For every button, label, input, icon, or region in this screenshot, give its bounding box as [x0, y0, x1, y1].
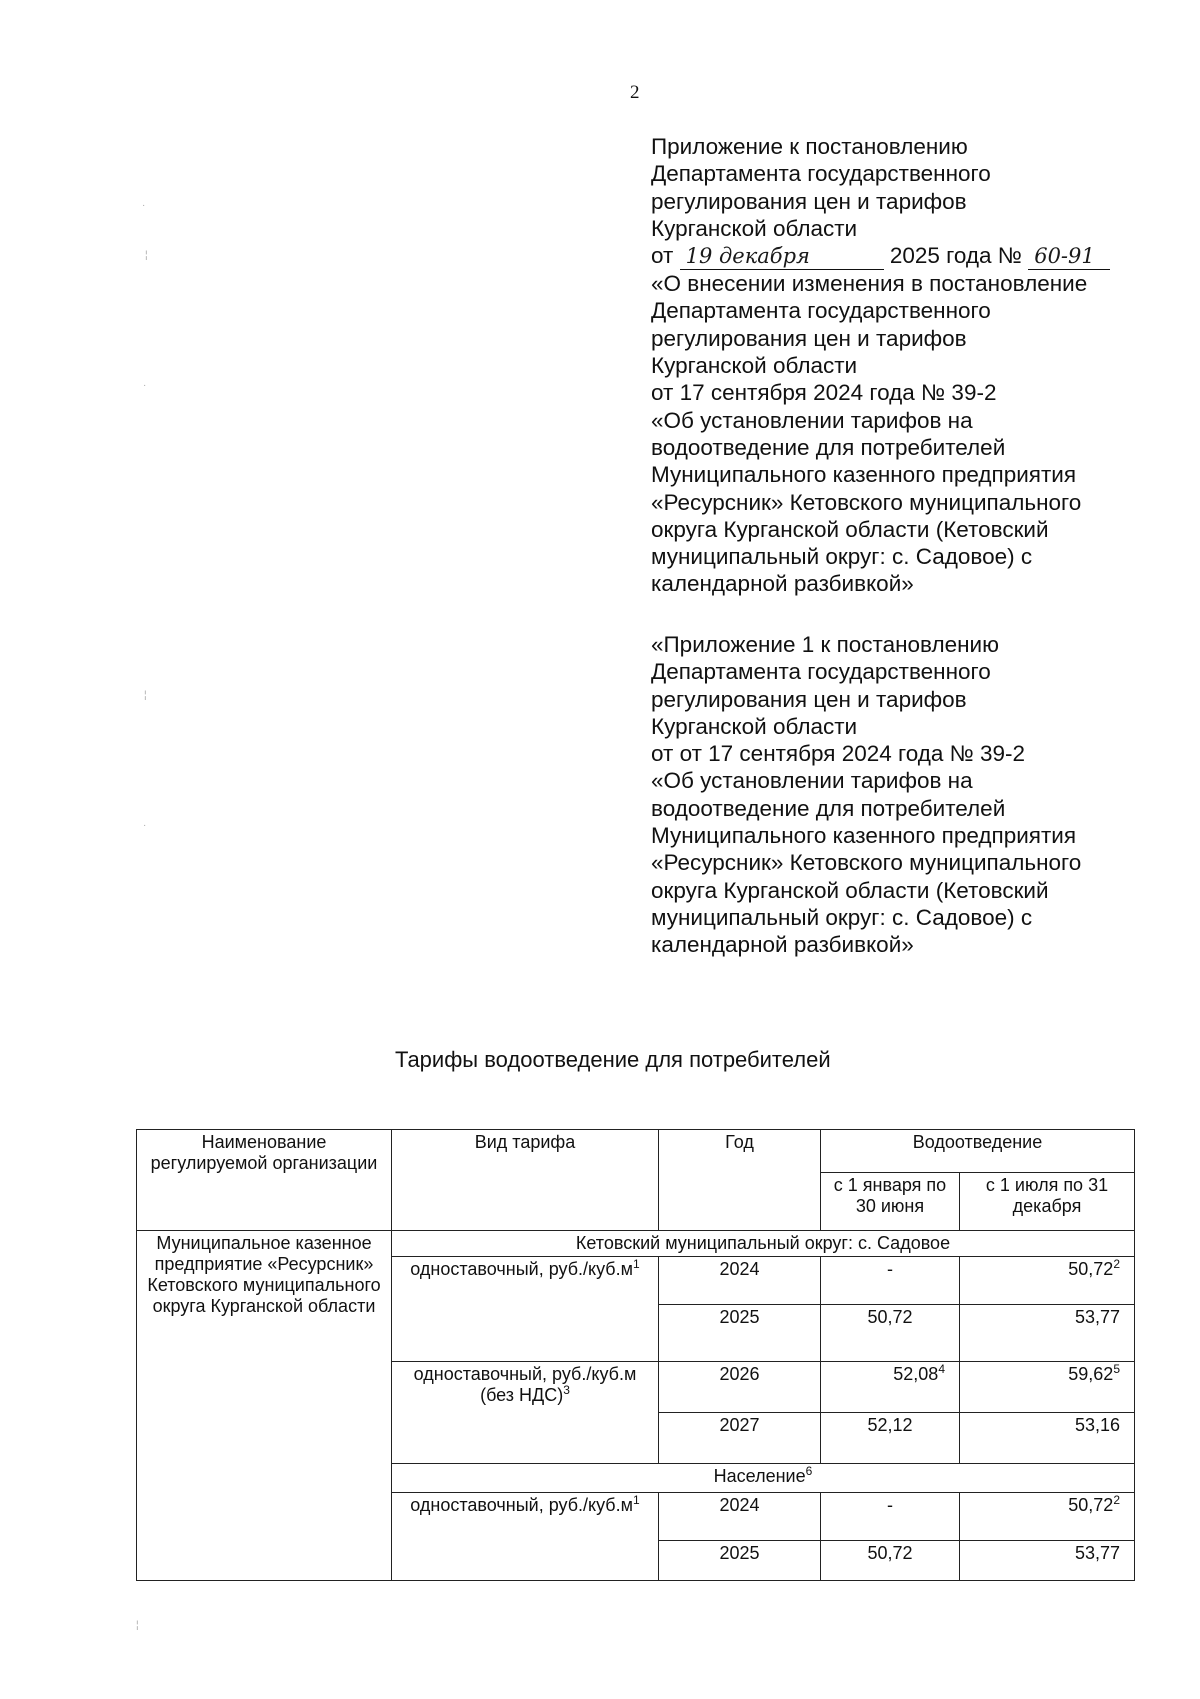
appendix-header-line: Департамента государственного — [651, 161, 991, 187]
section-1-heading: Кетовский муниципальный округ: с. Садовое — [392, 1231, 1135, 1257]
footnote-mark: 2 — [1113, 1257, 1120, 1271]
header-row — [137, 1130, 1135, 1173]
appendix-quote-line: «Об установлении тарифов на — [651, 768, 973, 794]
header-service: Водоотведение — [821, 1130, 1135, 1173]
handwritten-date: 19 декабря — [680, 245, 884, 270]
footnote-mark: 1 — [633, 1257, 640, 1271]
appendix-header-line: Муниципального казенного предприятия — [651, 462, 1077, 488]
appendix-quote-line: муниципальный округ: с. Садовое) с — [651, 904, 1033, 930]
value-text: 52,08 — [893, 1364, 939, 1384]
appendix-header-line: Курганской области — [651, 215, 858, 241]
period-2-value — [960, 1493, 1135, 1541]
period-2-value: 53,77 — [960, 1541, 1135, 1581]
section-row — [137, 1231, 1135, 1257]
appendix-header-line: регулирования цен и тарифов — [651, 325, 967, 351]
year-text: 2025 года № — [889, 243, 1022, 269]
appendix-quote-line: водоотведение для потребителей — [651, 795, 1006, 821]
appendix-header-line: регулирования цен и тарифов — [651, 188, 967, 214]
appendix-header-line: Курганской области — [651, 353, 858, 379]
appendix-header-line: «Ресурсник» Кетовского муниципального — [651, 489, 1082, 515]
appendix-quote-line: «Приложение 1 к постановлению — [651, 632, 999, 657]
period-2-value: 53,77 — [960, 1305, 1135, 1362]
year-cell: 2027 — [659, 1413, 821, 1464]
appendix-header-line: округа Курганской области (Кетовский — [651, 516, 1049, 542]
year-cell: 2026 — [659, 1362, 821, 1413]
year-cell: 2024 — [659, 1493, 821, 1541]
footnote-mark: 4 — [938, 1362, 945, 1376]
scan-speck: ¦ — [136, 1620, 139, 1631]
footnote-mark: 6 — [805, 1464, 813, 1478]
period-1-value: - — [821, 1493, 960, 1541]
scan-speck: · — [143, 380, 147, 391]
appendix-quote — [651, 631, 1151, 959]
appendix-quote-line: Муниципального казенного предприятия — [651, 823, 1077, 849]
year-cell: 2025 — [659, 1541, 821, 1581]
page-number: 2 — [630, 82, 640, 103]
appendix-header-line: календарной разбивкой» — [651, 571, 914, 597]
header-period-1: с 1 января по 30 июня — [821, 1173, 960, 1231]
table-title: Тарифы водоотведение для потребителей — [395, 1047, 831, 1072]
appendix-header — [651, 133, 1151, 598]
header-year: Год — [659, 1130, 821, 1231]
value-text: 50,72 — [1068, 1259, 1114, 1279]
appendix-header-line: водоотведение для потребителей — [651, 434, 1006, 460]
decree-date-line — [651, 242, 1151, 270]
year-cell: 2024 — [659, 1257, 821, 1305]
appendix-header-line: Приложение к постановлению — [651, 134, 968, 159]
footnote-mark: 5 — [1113, 1362, 1120, 1376]
scan-speck: · — [142, 200, 146, 211]
appendix-header-line: «Об установлении тарифов на — [651, 407, 973, 433]
appendix-quote-line: Департамента государственного — [651, 659, 991, 685]
appendix-quote-line: от от 17 сентября 2024 года № 39-2 — [651, 741, 1026, 767]
header-period-2: с 1 июля по 31 декабря — [960, 1173, 1135, 1231]
scan-speck: ¦ — [144, 690, 147, 701]
tariff-type-cell — [392, 1362, 659, 1464]
value-text: 59,62 — [1068, 1364, 1114, 1384]
appendix-header-line: муниципальный округ: с. Садовое) с — [651, 544, 1033, 570]
section-2-heading — [392, 1464, 1135, 1493]
appendix-quote-line: Курганской области — [651, 713, 858, 739]
tariff-type-text: одноставочный, руб./куб.м (без НДС) — [413, 1364, 637, 1405]
appendix-quote-line: «Ресурсник» Кетовского муниципального — [651, 850, 1082, 876]
period-1-value: 52,12 — [821, 1413, 960, 1464]
organization-cell: Муниципальное казенное предприятие «Ресурсник» Кетовского муниципального округа Курганской области — [137, 1231, 392, 1581]
tariff-table — [136, 1129, 1135, 1581]
footnote-mark: 3 — [563, 1383, 570, 1397]
scan-speck: ¦ — [145, 250, 148, 261]
tariff-type-text: одноставочный, руб./куб.м — [410, 1495, 633, 1515]
date-prefix: от — [651, 243, 674, 269]
scan-speck: · — [143, 820, 147, 831]
handwritten-number: 60-91 — [1028, 245, 1110, 270]
appendix-header-line: «О внесении изменения в постановление — [651, 271, 1088, 297]
period-2-value: 53,16 — [960, 1413, 1135, 1464]
appendix-header-line: от 17 сентября 2024 года № 39-2 — [651, 380, 997, 406]
footnote-mark: 1 — [633, 1493, 640, 1507]
tariff-type-text: одноставочный, руб./куб.м — [410, 1259, 633, 1279]
period-1-value: - — [821, 1257, 960, 1305]
period-2-value — [960, 1362, 1135, 1413]
section-2-text: Население — [713, 1466, 806, 1486]
period-1-value: 50,72 — [821, 1305, 960, 1362]
appendix-quote-line: округа Курганской области (Кетовский — [651, 877, 1049, 903]
footnote-mark: 2 — [1113, 1493, 1120, 1507]
period-1-value — [821, 1362, 960, 1413]
value-text: 50,72 — [1068, 1495, 1114, 1515]
period-2-value — [960, 1257, 1135, 1305]
header-tariff-type: Вид тарифа — [392, 1130, 659, 1231]
appendix-quote-line: регулирования цен и тарифов — [651, 686, 967, 712]
tariff-type-cell — [392, 1257, 659, 1362]
appendix-header-line: Департамента государственного — [651, 298, 991, 324]
header-org: Наименование регулируемой организации — [137, 1130, 392, 1231]
period-1-value: 50,72 — [821, 1541, 960, 1581]
year-cell: 2025 — [659, 1305, 821, 1362]
appendix-quote-line: календарной разбивкой» — [651, 932, 914, 958]
tariff-type-cell — [392, 1493, 659, 1581]
